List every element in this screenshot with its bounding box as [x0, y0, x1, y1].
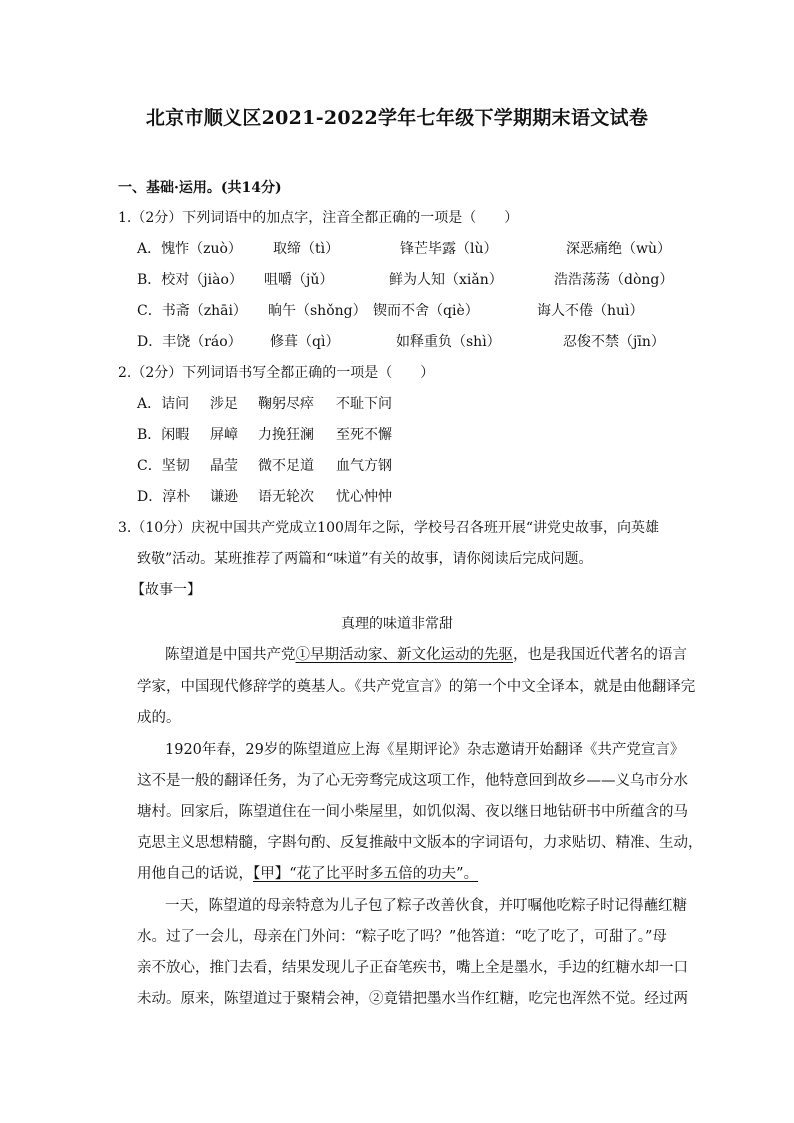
story-title: 真理的味道非常甜 — [341, 616, 453, 632]
question-2-stem: 2.（2分）下列词语书写全都正确的一项是（ ） — [118, 365, 435, 381]
story-label: 【故事一】 — [131, 582, 201, 598]
section-heading: 一、基础·运用。(共14分) — [118, 180, 282, 196]
question-3-stem-line1: 3.（10分）庆祝中国共产党成立100周年之际，学校号召各班开展“讲党史故事，向英雄 — [118, 520, 660, 536]
quoted-phrase: “花了比平时多五倍的功夫”。 — [289, 866, 479, 882]
question-3-stem-line2: 致敬”活动。某班推荐了两篇和“味道”有关的故事，请你阅读后完成问题。 — [137, 551, 593, 567]
paragraph-3-line-3: 亲不放心，推门去看，结果发现儿子正奋笔疾书，嘴上全是墨水，手边的红糖水却一口 — [137, 960, 688, 976]
paragraph-3-line-1: 一天，陈望道的母亲特意为儿子包了粽子改善伙食，并叮嘱他吃粽子时记得蘸红糖 — [165, 898, 687, 914]
exam-page: 北京市顺义区2021-2022学年七年级下学期期末语文试卷 一、基础·运用。(共14分) 1.（2分）下列词语中的加点字，注音全都正确的一项是（ ） A．愧怍（zuò） 取缔（tì） 锋芒毕露（lù） 深恶痛绝（wù） B．校对（jiào） 咀嚼（jǔ） 鲜为人知（xiǎn） 浩浩荡荡（dòng） C．书斋（zhāi） 晌午（shǒng） 锲而不舍（qiè） 诲人不倦（huì） D．丰饶（ráo） 修葺（qì） 如释重负（shì） 忍俊不禁（jīn） 2.（2分）下列词语书写全都正确的一项是（ ） A．诘问 涉足 鞠躬尽瘁 不耻下问 B．闲暇 屏嶂 力挽狂澜 至死不懈 C．坚韧 晶莹 微不足道 血气方钢 D．淳朴 谦逊 语无轮次 忧心忡忡 3.（10分）庆祝中国共产党成立100周年之际，学校号召各班开展“讲党史故事，向英雄 致敬”活动。某班推荐了两篇和“味道”有关的故事，请你阅读后完成问题。 【故事一】 真理的味道非常甜 陈望道是中国共产党①早期活动家、新文化运动的先驱，也是我国近代著名的语言 学家，中国现代修辞学的奠基人。《共产党宣言》的第一个中文全译本，就是由他翻译完 成的。 1920年春，29岁的陈望道应上海《星期评论》杂志邀请开始翻译《共产党宣言》 这不是一般的翻译任务，为了心无旁骛完成这项工作，他特意回到故乡——义乌市分水 塘村。回家后，陈望道住在一间小柴屋里，如饥似渴、夜以继日地钻研书中所蕴含的马 克思主义思想精髓，字斟句酌、反复推敲中文版本的字词语句，力求贴切、精准、生动， 用他自己的话说，【甲】“花了比平时多五倍的功夫”。 一天，陈望道的母亲特意为儿子包了粽子改善伙食，并叮嘱他吃粽子时记得蘸红糖 水。过了一会儿，母亲在门外问：“粽子吃了吗？”他答道：“吃了吃了，可甜了。”母 亲不放心，推门去看，结果发现儿子正奋笔疾书，嘴上全是墨水，手边的红糖水却一口 未动。原来，陈望道过于聚精会神，②竟错把墨水当作红糖，吃完也浑然不觉。经过两 — [0, 0, 794, 1123]
paragraph-1-line-3: 成的。 — [137, 710, 181, 726]
paragraph-2-line-1: 1920年春，29岁的陈望道应上海《星期评论》杂志邀请开始翻译《共产党宣言》 — [165, 742, 685, 758]
paragraph-2-line-5: 用他自己的话说，【甲】“花了比平时多五倍的功夫”。 — [137, 866, 479, 882]
paragraph-2-line-3: 塘村。回家后，陈望道住在一间小柴屋里，如饥似渴、夜以继日地钻研书中所蕴含的马 — [137, 804, 688, 820]
paragraph-3-line-2: 水。过了一会儿，母亲在门外问：“粽子吃了吗？”他答道：“吃了吃了，可甜了。”母 — [137, 929, 667, 945]
paragraph-2-line-2: 这不是一般的翻译任务，为了心无旁骛完成这项工作，他特意回到故乡——义乌市分水 — [137, 773, 688, 789]
marker-jia: 【甲】 — [253, 866, 290, 882]
paragraph-3-line-4: 未动。原来，陈望道过于聚精会神，②竟错把墨水当作红糖，吃完也浑然不觉。经过两 — [137, 991, 688, 1007]
page-title: 北京市顺义区2021-2022学年七年级下学期期末语文试卷 — [145, 107, 649, 129]
paragraph-2-line-4: 克思主义思想精髓，字斟句酌、反复推敲中文版本的字词语句，力求贴切、精准、生动， — [137, 835, 703, 851]
paragraph-1-line-2: 学家，中国现代修辞学的奠基人。《共产党宣言》的第一个中文全译本，就是由他翻译完 — [137, 679, 696, 695]
underlined-phrase-1: ①早期活动家、新文化运动的先驱 — [295, 647, 513, 663]
paragraph-1-line-1: 陈望道是中国共产党①早期活动家、新文化运动的先驱，也是我国近代著名的语言 — [165, 647, 687, 663]
question-1-stem: 1.（2分）下列词语中的加点字，注音全都正确的一项是（ ） — [118, 210, 519, 226]
